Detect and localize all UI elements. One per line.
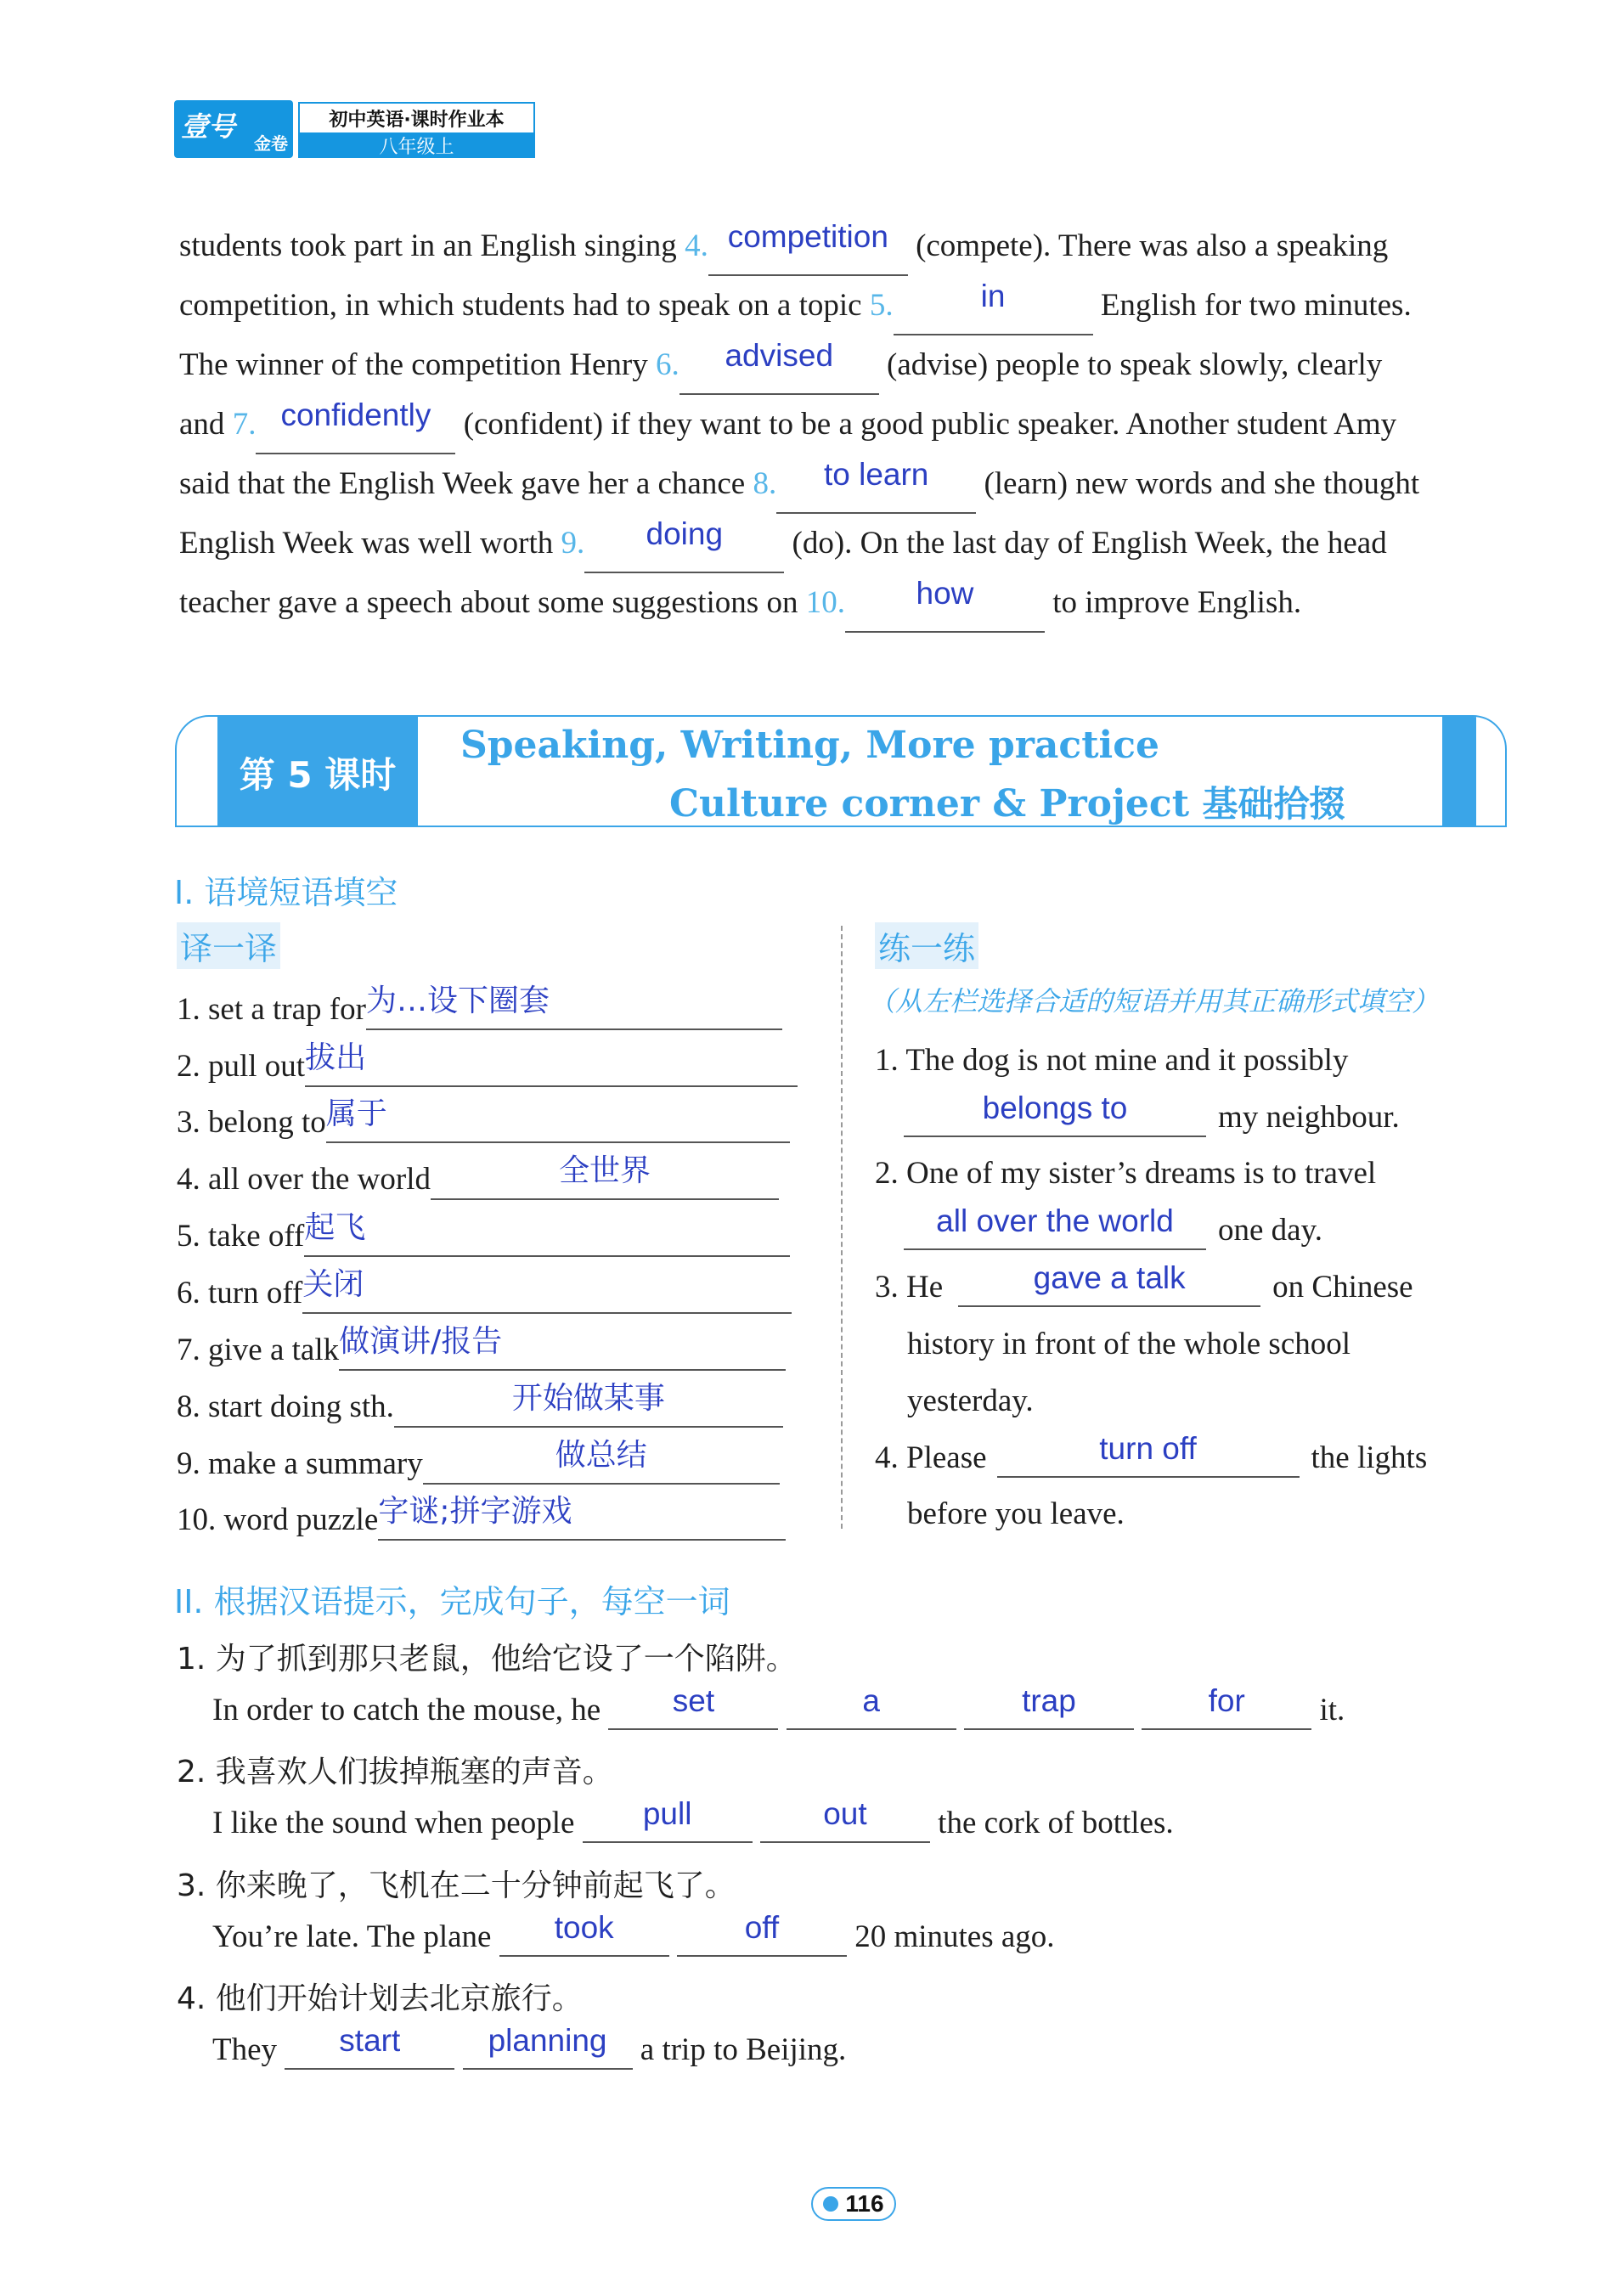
answer-5: in xyxy=(980,279,1006,313)
sentence-3-answer-2: off xyxy=(744,1910,780,1945)
sentence-1-cn: 1. 为了抓到那只老鼠，他给它设了一个陷阱。 xyxy=(177,1642,797,1677)
column-divider xyxy=(841,926,843,1529)
practice-4-line-2: before you leave. xyxy=(907,1496,1125,1531)
section-1-title: I. 语境短语填空 xyxy=(174,874,398,911)
phrase-1: 1. set a trap for为…设下圈套 xyxy=(177,985,782,1030)
phrase-5: 5. take off起飞 xyxy=(177,1212,790,1257)
lesson-title-line-1: Speaking, Writing, More practice xyxy=(460,724,1160,767)
phrase-4: 4. all over the world 全世界 xyxy=(177,1155,779,1200)
lesson-banner-right-bar xyxy=(1442,717,1476,827)
passage-line-4: and 7. confidently (confident) if they want to be a good public speaker. Another student Amy xyxy=(179,395,1514,454)
sentence-3-cn: 3. 你来晚了，飞机在二十分钟前起飞了。 xyxy=(177,1868,736,1903)
phrase-9-answer: 做总结 xyxy=(555,1438,647,1473)
sentence-2-answer-1: pull xyxy=(642,1796,692,1831)
phrase-3: 3. belong to属于 xyxy=(177,1098,790,1143)
sentence-4-answer-1: start xyxy=(339,2023,401,2058)
logo-sub: 金卷 xyxy=(254,133,288,154)
practice-3-line-1: 3. He gave a talk on Chinese xyxy=(875,1269,1413,1307)
phrase-7: 7. give a talk做演讲/报告 xyxy=(177,1326,786,1371)
answer-7: confidently xyxy=(280,397,431,432)
left-column-title: 译一译 xyxy=(177,922,280,969)
phrase-4-answer: 全世界 xyxy=(558,1153,651,1188)
page-number: 116 xyxy=(845,2190,884,2217)
sentence-4-cn: 4. 他们开始计划去北京旅行。 xyxy=(177,1981,583,2016)
phrase-1-answer: 为…设下圈套 xyxy=(365,983,550,1018)
practice-4-answer: turn off xyxy=(1099,1431,1197,1466)
book-title-box xyxy=(298,102,535,134)
logo-text: 壹号 xyxy=(181,110,236,143)
lesson-banner xyxy=(175,715,1507,827)
sentence-2-answer-2: out xyxy=(823,1796,867,1831)
lesson-title-cn: 基础拾掇 xyxy=(1202,783,1345,825)
phrase-8: 8. start doing sth. 开始做某事 xyxy=(177,1383,783,1428)
practice-4-line-1: 4. Please turn off the lights xyxy=(875,1440,1427,1478)
page-dot-icon xyxy=(823,2196,838,2212)
sentence-1-answer-1: set xyxy=(672,1683,715,1718)
lesson-badge-text: 第 5 课时 xyxy=(239,754,397,796)
section-2-title: II. 根据汉语提示，完成句子，每空一词 xyxy=(174,1583,730,1620)
book-title: 初中英语·课时作业本 xyxy=(329,109,505,131)
phrase-6: 6. turn off关闭 xyxy=(177,1269,792,1314)
passage-line-1: students took part in an English singing 4. competition (compete). There was also a speaking xyxy=(179,217,1514,276)
practice-2-line-2: all over the world one day. xyxy=(904,1212,1322,1250)
passage-line-2: competition, in which students had to speak on a topic 5. in English for two minutes. xyxy=(179,276,1514,335)
phrase-3-answer: 属于 xyxy=(325,1096,387,1131)
book-header xyxy=(174,100,535,158)
phrase-2: 2. pull out拔出 xyxy=(177,1042,798,1087)
phrase-8-answer: 开始做某事 xyxy=(511,1381,665,1416)
logo xyxy=(174,100,293,158)
sentence-3-en: You’re late. The plane took off 20 minutes ago. xyxy=(212,1919,1055,1957)
sentence-1-answer-2: a xyxy=(862,1683,880,1718)
phrase-6-answer: 关闭 xyxy=(302,1267,364,1302)
practice-2-line-1: 2. One of my sister’s dreams is to travel xyxy=(875,1156,1377,1191)
lesson-title-en: Culture corner & Project xyxy=(669,782,1190,826)
lesson-title-line-2 xyxy=(669,776,1345,827)
passage xyxy=(179,217,1514,633)
practice-3-answer: gave a talk xyxy=(1033,1260,1186,1295)
passage-line-3: The winner of the competition Henry 6. advised (advise) people to speak slowly, clearly xyxy=(179,335,1514,395)
sentence-2-en: I like the sound when people pull out the cork of bottles. xyxy=(212,1805,1174,1843)
page-number-badge xyxy=(811,2187,896,2221)
phrase-7-answer: 做演讲/报告 xyxy=(339,1324,503,1359)
practice-1-line-1: 1. The dog is not mine and it possibly xyxy=(875,1043,1349,1078)
passage-line-7: teacher gave a speech about some suggestions on 10. how to improve English. xyxy=(179,573,1514,633)
sentence-2-cn: 2. 我喜欢人们拔掉瓶塞的声音。 xyxy=(177,1755,613,1789)
answer-4: competition xyxy=(727,219,888,254)
phrase-9: 9. make a summary 做总结 xyxy=(177,1440,780,1485)
lesson-badge xyxy=(217,717,418,827)
phrase-10-answer: 字谜;拼字游戏 xyxy=(378,1494,572,1529)
sentence-1-en: In order to catch the mouse, he set a trap for it. xyxy=(212,1692,1345,1730)
passage-line-6: English Week was well worth 9. doing (do). On the last day of English Week, the head xyxy=(179,514,1514,573)
phrase-2-answer: 拔出 xyxy=(305,1040,367,1075)
sentence-3-answer-1: took xyxy=(554,1910,614,1945)
practice-3-line-3: yesterday. xyxy=(907,1384,1034,1418)
answer-9: doing xyxy=(646,516,724,551)
phrase-5-answer: 起飞 xyxy=(304,1210,366,1245)
phrase-10: 10. word puzzle字谜;拼字游戏 xyxy=(177,1496,786,1541)
answer-6: advised xyxy=(725,338,834,373)
sentence-4-answer-2: planning xyxy=(488,2023,607,2058)
right-column-title: 练一练 xyxy=(875,922,978,969)
answer-10: how xyxy=(916,576,974,611)
grade-label: 八年级上 xyxy=(379,136,454,158)
answer-8: to learn xyxy=(823,457,929,492)
grade-box xyxy=(298,132,535,158)
practice-1-line-2: belongs to my neighbour. xyxy=(904,1099,1400,1137)
sentence-1-answer-3: trap xyxy=(1022,1683,1076,1718)
practice-2-answer: all over the world xyxy=(936,1203,1174,1238)
sentence-1-answer-4: for xyxy=(1208,1683,1245,1718)
practice-note: （从左栏选择合适的短语并用其正确形式填空） xyxy=(868,985,1440,1017)
practice-3-line-2: history in front of the whole school xyxy=(907,1327,1351,1361)
practice-1-answer: belongs to xyxy=(982,1090,1128,1125)
passage-line-5: said that the English Week gave her a chance 8. to learn (learn) new words and she thought xyxy=(179,454,1514,514)
sentence-4-en: They start planning a trip to Beijing. xyxy=(212,2032,846,2070)
